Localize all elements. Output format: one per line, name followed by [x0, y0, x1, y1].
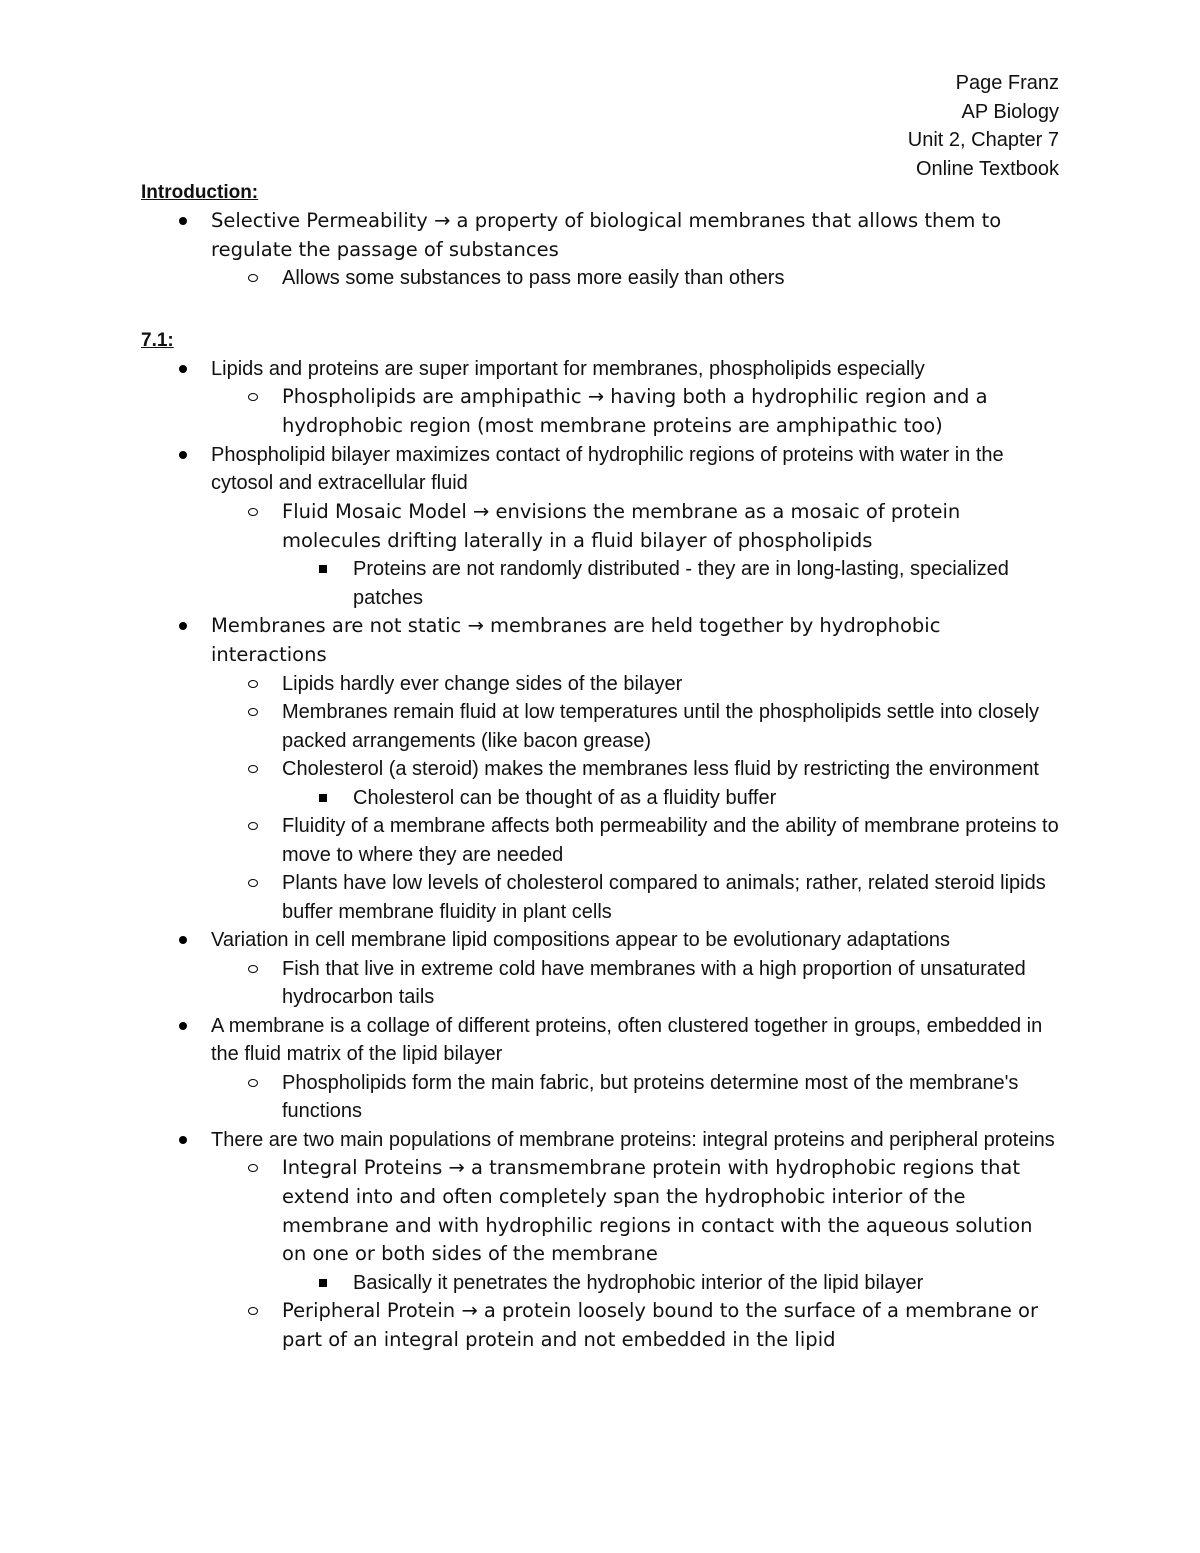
bullet-disc-icon [179, 1136, 187, 1144]
bullet-disc-icon [179, 936, 187, 944]
bullet-disc-icon [179, 217, 187, 225]
list-item: Basically it penetrates the hydrophobic interior of the lipid bilayer [141, 1269, 1059, 1298]
list-item: Proteins are not randomly distributed - they are in long-lasting, specialized patches [141, 555, 1059, 612]
bullet-disc-icon [179, 365, 187, 373]
list-item: Cholesterol can be thought of as a fluidity buffer [141, 784, 1059, 813]
bullet-disc-icon [179, 1022, 187, 1030]
section-heading-7-1: 7.1: [141, 329, 174, 351]
introduction-list [141, 207, 1059, 293]
bullet-circle-icon [248, 1164, 258, 1172]
bullet-square-icon [319, 1279, 327, 1287]
bullet-circle-icon [248, 508, 258, 516]
list-item: There are two main populations of membrane proteins: integral proteins and peripheral proteins [141, 1126, 1059, 1155]
section-heading-introduction: Introduction: [141, 182, 259, 203]
bullet-circle-icon [248, 708, 258, 716]
list-item: Lipids and proteins are super important for membranes, phospholipids especially [141, 355, 1059, 384]
list-item: Peripheral Protein → a protein loosely bound to the surface of a membrane or part of an integral protein and not embedded in the lipid [141, 1297, 1059, 1354]
list-item: Fluid Mosaic Model → envisions the membrane as a mosaic of protein molecules drifting laterally in a fluid bilayer of phospholipids [141, 498, 1059, 555]
list-item: Integral Proteins → a transmembrane protein with hydrophobic regions that extend into and often completely span the hydrophobic interior of the membrane and with hydrophilic regions in contact with the aqueous solution on one or both sides of the membrane [141, 1154, 1059, 1269]
list-item: Fluidity of a membrane affects both permeability and the ability of membrane proteins to move to where they are needed [141, 812, 1059, 869]
list-item: Cholesterol (a steroid) makes the membranes less fluid by restricting the environment [141, 755, 1059, 784]
list-item: Phospholipids are amphipathic → having both a hydrophilic region and a hydrophobic region (most membrane proteins are amphipathic too) [141, 383, 1059, 440]
list-item: Lipids hardly ever change sides of the bilayer [141, 670, 1059, 699]
bullet-circle-icon [248, 274, 258, 282]
list-item: Selective Permeability → a property of biological membranes that allows them to regulate the passage of substances [141, 207, 1059, 264]
list-item: Plants have low levels of cholesterol compared to animals; rather, related steroid lipids buffer membrane fluidity in plant cells [141, 869, 1059, 926]
bullet-square-icon [319, 794, 327, 802]
bullet-square-icon [319, 565, 327, 573]
bullet-circle-icon [248, 965, 258, 973]
list-item: Membranes remain fluid at low temperatures until the phospholipids settle into closely packed arrangements (like bacon grease) [141, 698, 1059, 755]
bullet-circle-icon [248, 393, 258, 401]
section-7-1-list [141, 355, 1059, 1355]
source-label: Online Textbook [915, 158, 1059, 181]
list-item: Allows some substances to pass more easily than others [141, 264, 1059, 293]
bullet-circle-icon [248, 879, 258, 887]
bullet-circle-icon [248, 822, 258, 830]
bullet-disc-icon [179, 622, 187, 630]
list-item: Fish that live in extreme cold have membranes with a high proportion of unsaturated hydrocarbon tails [141, 955, 1059, 1012]
bullet-circle-icon [248, 1307, 258, 1315]
header-block [908, 69, 1059, 184]
unit-chapter: Unit 2, Chapter 7 [907, 129, 1059, 152]
list-item: Variation in cell membrane lipid compositions appear to be evolutionary adaptations [141, 926, 1059, 955]
list-item: Phospholipid bilayer maximizes contact of hydrophilic regions of proteins with water in the cytosol and extracellular fluid [141, 441, 1059, 498]
list-item: A membrane is a collage of different proteins, often clustered together in groups, embedded in the fluid matrix of the lipid bilayer [141, 1012, 1059, 1069]
list-item: Phospholipids form the main fabric, but proteins determine most of the membrane's functions [141, 1069, 1059, 1126]
course-name: AP Biology [961, 100, 1059, 123]
bullet-disc-icon [179, 451, 187, 459]
bullet-circle-icon [248, 680, 258, 688]
bullet-circle-icon [248, 765, 258, 773]
author-name: Page Franz [955, 72, 1059, 94]
bullet-circle-icon [248, 1079, 258, 1087]
list-item: Membranes are not static → membranes are held together by hydrophobic interactions [141, 612, 1059, 669]
notes-body [141, 179, 1059, 1355]
